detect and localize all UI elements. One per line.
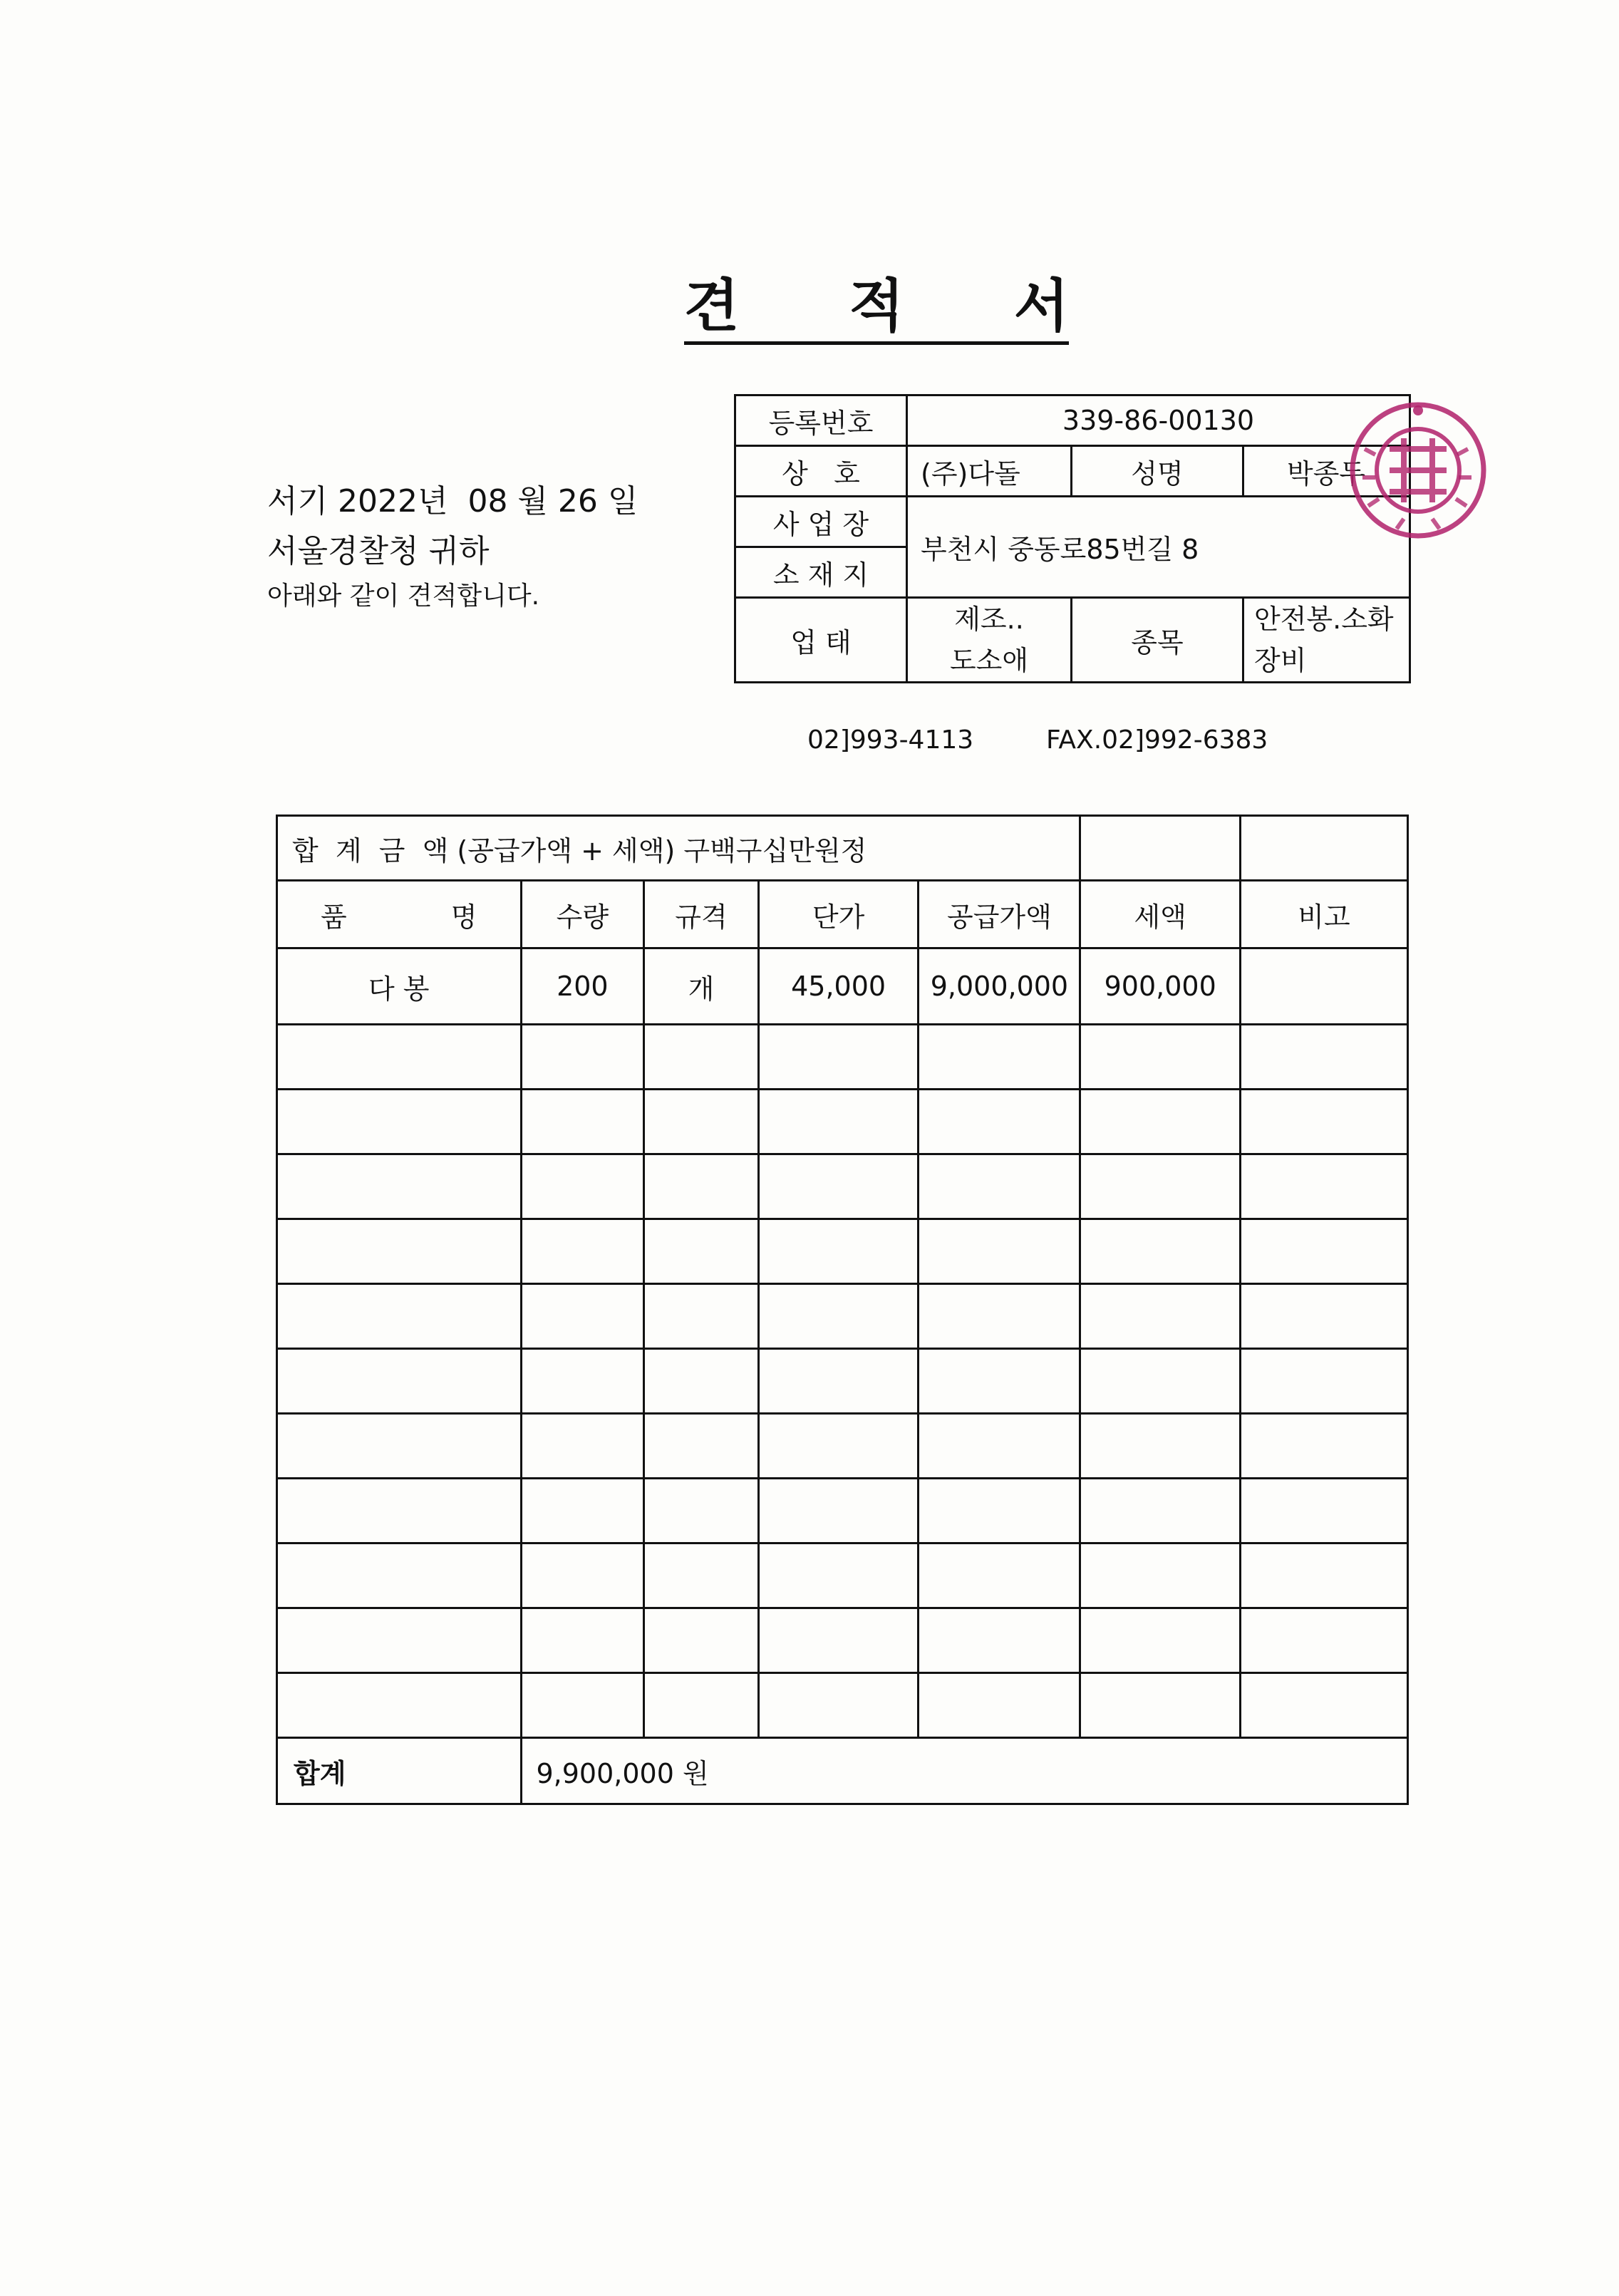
col-header-unit-price: 단가 bbox=[758, 881, 919, 948]
date-recipient-block bbox=[267, 479, 638, 616]
table-row-empty bbox=[277, 1219, 1408, 1284]
item-supply-amount: 9,000,000 bbox=[919, 948, 1080, 1025]
table-row-empty bbox=[277, 1349, 1408, 1414]
col-header-qty: 수량 bbox=[521, 881, 644, 948]
company-seal-stamp bbox=[1347, 399, 1489, 542]
phone-number: 02]993-4113 bbox=[807, 725, 974, 755]
col-header-spec: 규격 bbox=[644, 881, 759, 948]
table-row-empty bbox=[277, 1090, 1408, 1154]
title-char-1: 견 bbox=[684, 273, 740, 339]
ceo-name-value: 박종두 bbox=[1243, 446, 1410, 497]
item-note bbox=[1241, 948, 1408, 1025]
col-header-item-name-b: 명 bbox=[450, 901, 477, 933]
table-row bbox=[277, 948, 1408, 1025]
sum-blank-cell bbox=[1080, 816, 1241, 881]
item-qty: 200 bbox=[521, 948, 644, 1025]
table-row-empty bbox=[277, 1608, 1408, 1673]
business-item-line-1: 안전봉.소화 bbox=[1254, 604, 1394, 635]
reg-number-value: 339-86-00130 bbox=[907, 395, 1410, 446]
supplier-info-table bbox=[734, 394, 1411, 683]
quote-items-table bbox=[276, 815, 1409, 1805]
document-title bbox=[684, 274, 1069, 345]
address-label-2: 소 재 지 bbox=[735, 547, 907, 598]
item-tax: 900,000 bbox=[1080, 948, 1241, 1025]
col-header-item-name-a: 품 bbox=[321, 901, 347, 933]
business-item-value bbox=[1243, 598, 1410, 683]
sum-blank-cell bbox=[1241, 816, 1408, 881]
col-header-item-name bbox=[277, 881, 522, 948]
table-row-empty bbox=[277, 1284, 1408, 1349]
fax-number: FAX.02]992-6383 bbox=[1046, 725, 1268, 755]
table-row-empty bbox=[277, 1543, 1408, 1608]
address-label-1: 사 업 장 bbox=[735, 497, 907, 547]
table-row-empty bbox=[277, 1673, 1408, 1738]
table-row-empty bbox=[277, 1414, 1408, 1479]
business-type-line-1: 제조.. bbox=[954, 604, 1024, 635]
col-header-supply-amount: 공급가액 bbox=[919, 881, 1080, 948]
title-char-2: 적 bbox=[849, 273, 904, 339]
company-label: 상 호 bbox=[735, 446, 907, 497]
ceo-name-label: 성명 bbox=[1072, 446, 1243, 497]
issue-date: 서기 2022년 08 월 26 일 bbox=[267, 483, 638, 519]
table-row-empty bbox=[277, 1479, 1408, 1543]
intro-text: 아래와 같이 견적합니다. bbox=[267, 581, 540, 611]
item-name: 다 봉 bbox=[277, 948, 522, 1025]
business-type-line-2: 도소애 bbox=[949, 645, 1029, 676]
item-unit-price: 45,000 bbox=[758, 948, 919, 1025]
total-value: 9,900,000 원 bbox=[521, 1738, 1408, 1804]
col-header-tax: 세액 bbox=[1080, 881, 1241, 948]
address-value: 부천시 중동로85번길 8 bbox=[907, 497, 1410, 598]
recipient: 서울경찰청 귀하 bbox=[267, 533, 490, 569]
business-item-line-2: 장비 bbox=[1254, 645, 1307, 676]
total-amount-words: 합 계 금 액 (공급가액 + 세액) 구백구십만원정 bbox=[277, 816, 1080, 881]
title-char-3: 서 bbox=[1013, 273, 1069, 339]
business-type-value bbox=[907, 598, 1072, 683]
total-label: 합계 bbox=[277, 1738, 522, 1804]
col-header-note: 비고 bbox=[1241, 881, 1408, 948]
table-row-empty bbox=[277, 1154, 1408, 1219]
business-type-label: 업 태 bbox=[735, 598, 907, 683]
table-row-empty bbox=[277, 1025, 1408, 1090]
business-item-label: 종목 bbox=[1072, 598, 1243, 683]
item-spec: 개 bbox=[644, 948, 759, 1025]
reg-number-label: 등록번호 bbox=[735, 395, 907, 446]
company-value: (주)다돌 bbox=[907, 446, 1072, 497]
